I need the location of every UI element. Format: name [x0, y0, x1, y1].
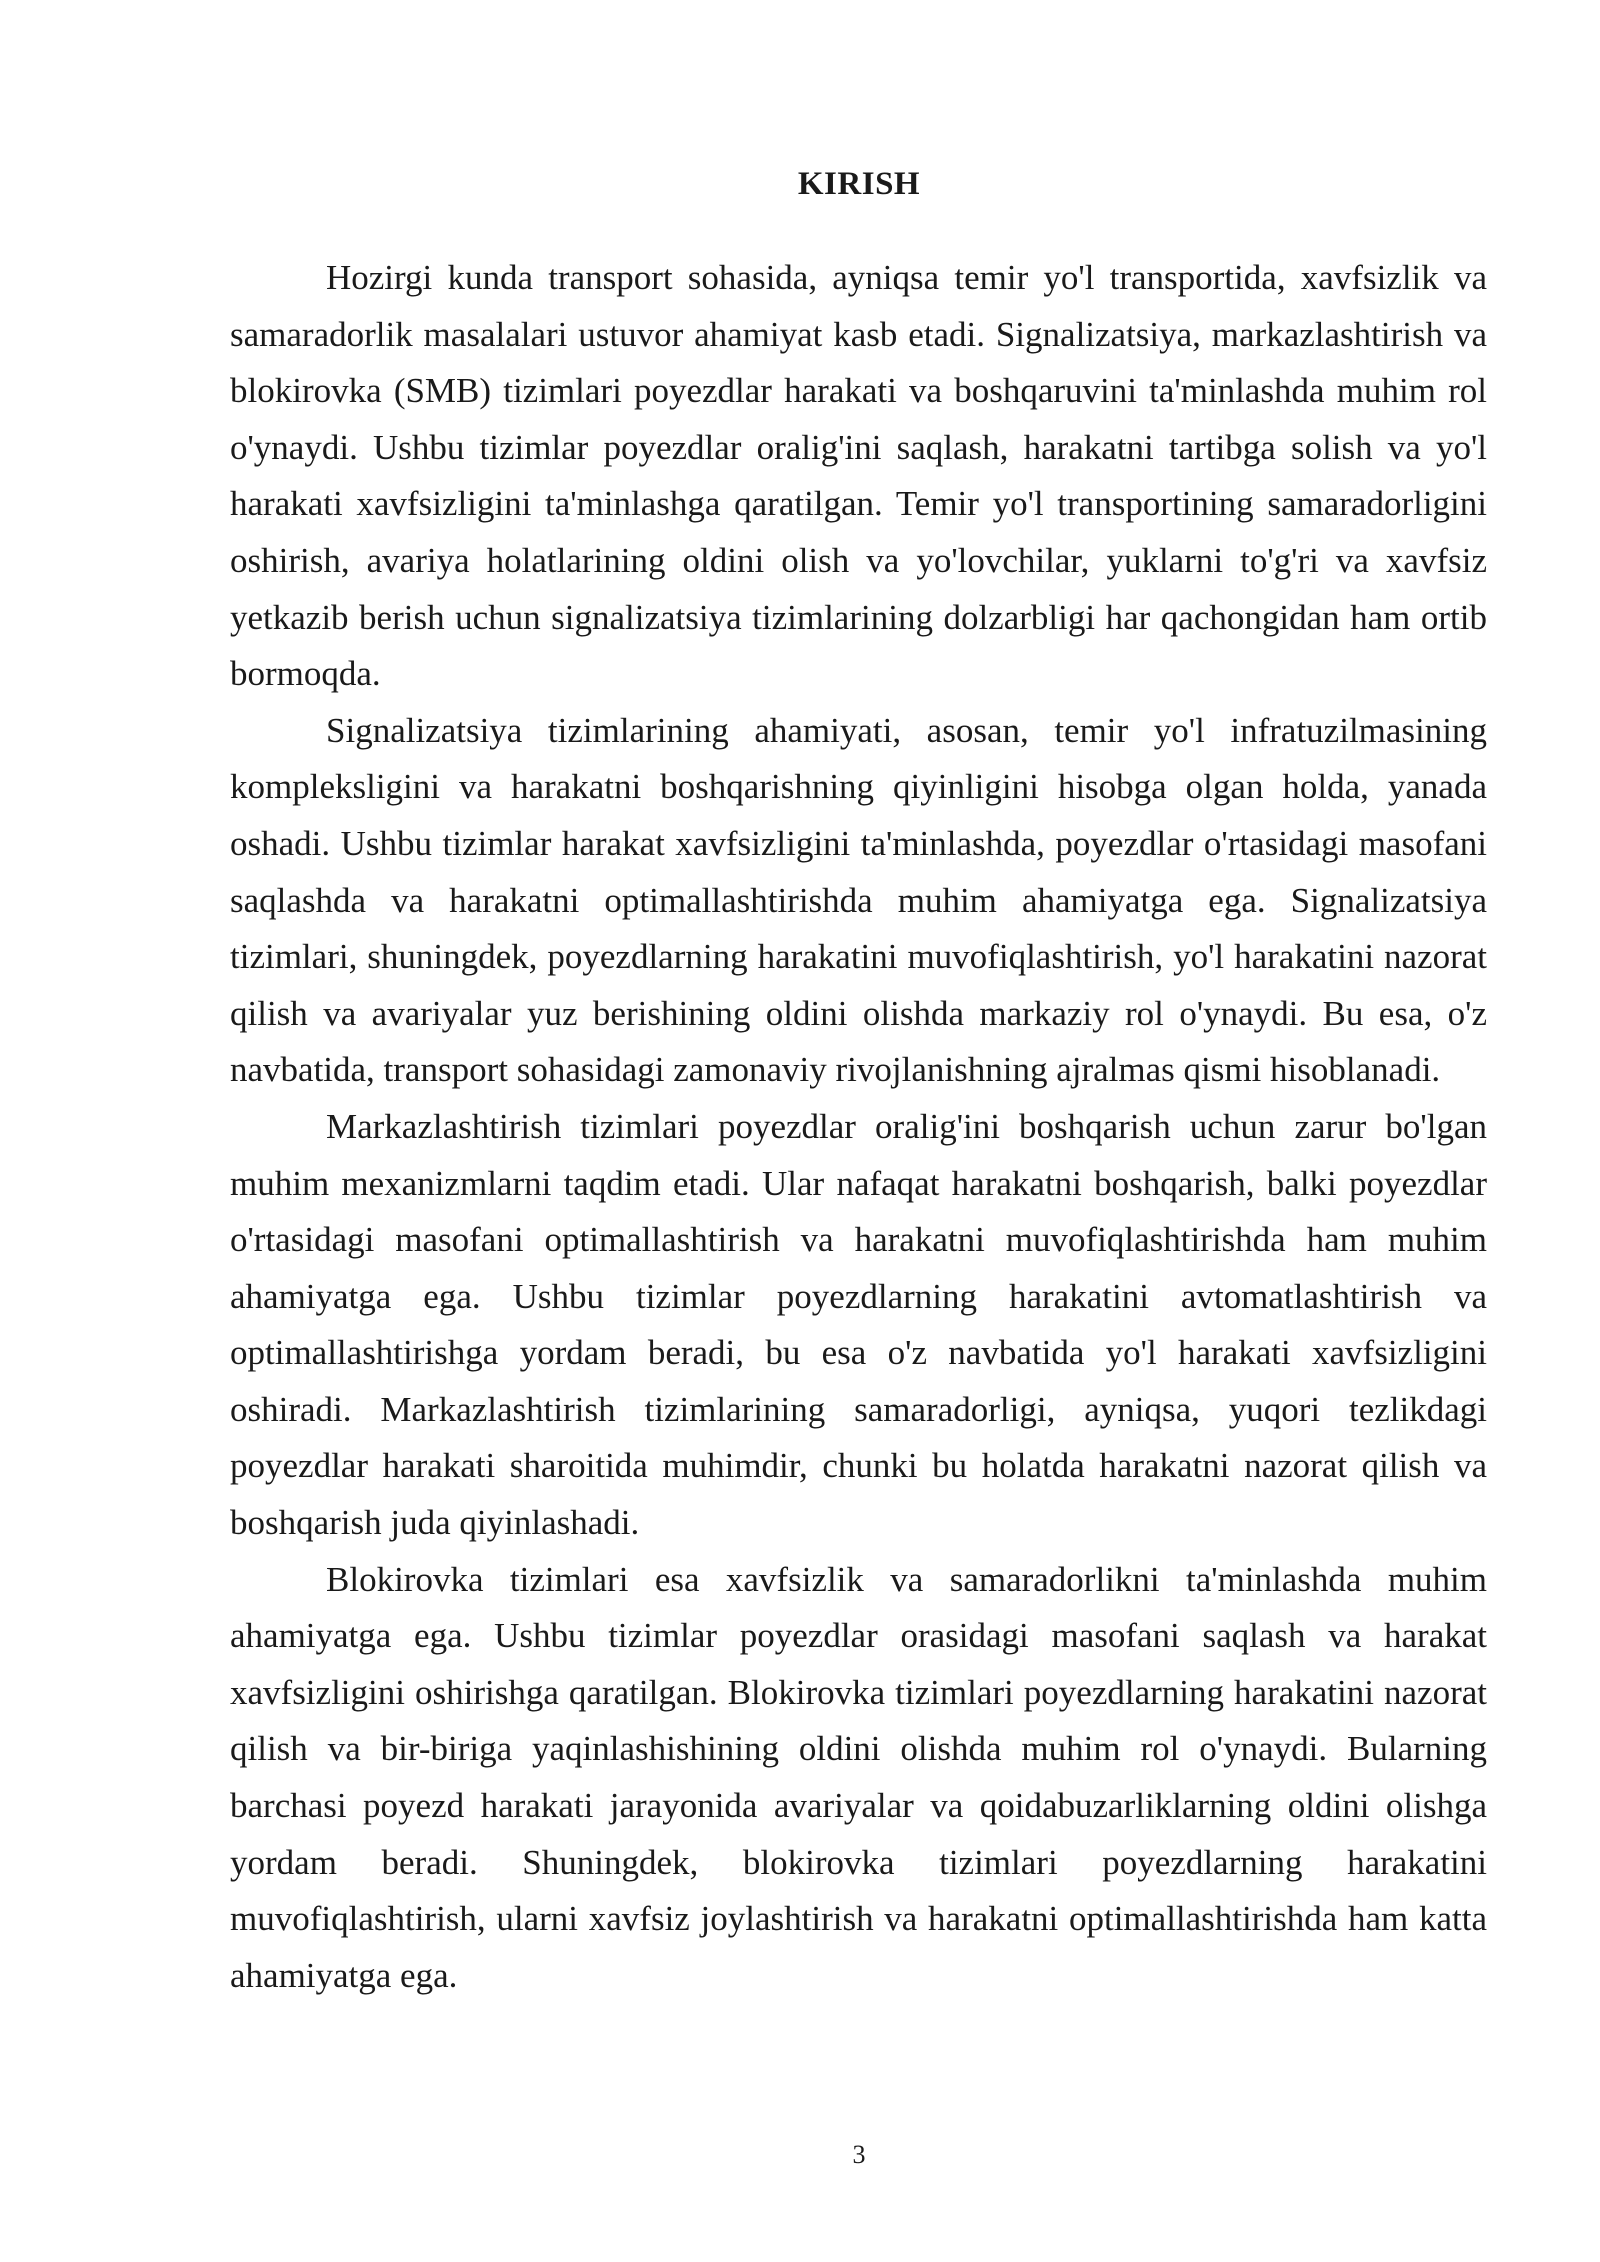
page-number: 3 [852, 2140, 866, 2169]
paragraph-3: Markazlashtirish tizimlari poyezdlar oralig'ini boshqarish uchun zarur bo'lgan muhim mexanizmlarni taqdim etadi. Ular nafaqat harakatni boshqarish, balki poyezdlar o'rtasidagi masofani optimallashtirish va harakatni muvofiqlashtirishda ham muhim ahamiyatga ega. Ushbu tizimlar poyezdlarning harakatini avtomatlashtirish va optimallashtirishga yordam beradi, bu esa o'z navbatida yo'l harakati xavfsizligini oshiradi. Markazlashtirish tizimlarining samaradorligi, ayniqsa, yuqori tezlikdagi poyezdlar harakati sharoitida muhimdir, chunki bu holatda harakatni nazorat qilish va boshqarish juda qiyinlashadi. [230, 1106, 1487, 1543]
paragraph-2: Signalizatsiya tizimlarining ahamiyati, asosan, temir yo'l infratuzilmasining kompleksligini va harakatni boshqarishning qiyinligini hisobga olgan holda, yanada oshadi. Ushbu tizimlar harakat xavfsizligini ta'minlashda, poyezdlar o'rtasidagi masofani saqlashda va harakatni optimallashtirishda muhim ahamiyatga ega. Signalizatsiya tizimlari, shuningdek, poyezdlarning harakatini muvofiqlashtirish, yo'l harakatini nazorat qilish va avariyalar yuz berishining oldini olishda markaziy rol o'ynaydi. Bu esa, o'z navbatida, transport sohasidagi zamonaviy rivojlanishning ajralmas qismi hisoblanadi. [230, 710, 1487, 1090]
paragraph-1: Hozirgi kunda transport sohasida, ayniqsa temir yo'l transportida, xavfsizlik va samaradorlik masalalari ustuvor ahamiyat kasb etadi. Signalizatsiya, markazlashtirish va blokirovka (SMB) tizimlari poyezdlar harakati va boshqaruvini ta'minlashda muhim rol o'ynaydi. Ushbu tizimlar poyezdlar oralig'ini saqlash, harakatni tartibga solish va yo'l harakati xavfsizligini ta'minlashga qaratilgan. Temir yo'l transportining samaradorligini oshirish, avariya holatlarining oldini olish va yo'lovchilar, yuklarni to'g'ri va xavfsiz yetkazib berish uchun signalizatsiya tizimlarining dolzarbligi har qachongidan ham ortib bormoqda. [230, 258, 1487, 694]
section-title: KIRISH [797, 166, 921, 202]
paragraph-4: Blokirovka tizimlari esa xavfsizlik va samaradorlikni ta'minlashda muhim ahamiyatga ega. Ushbu tizimlar poyezdlar orasidagi masofani saqlash va harakat xavfsizligini oshirishga qaratilgan. Blokirovka tizimlari poyezdlarning harakatini nazorat qilish va bir-biriga yaqinlashishining oldini olishda muhim rol o'ynaydi. Bularning barchasi poyezd harakati jarayonida avariyalar va qoidabuzarliklarning oldini olishga yordam beradi. Shuningdek, blokirovka tizimlari poyezdlarning harakatini muvofiqlashtirish, ularni xavfsiz joylashtirish va harakatni optimallashtirishda ham katta ahamiyatga ega. [230, 1559, 1487, 1995]
document-body [230, 250, 1487, 2004]
